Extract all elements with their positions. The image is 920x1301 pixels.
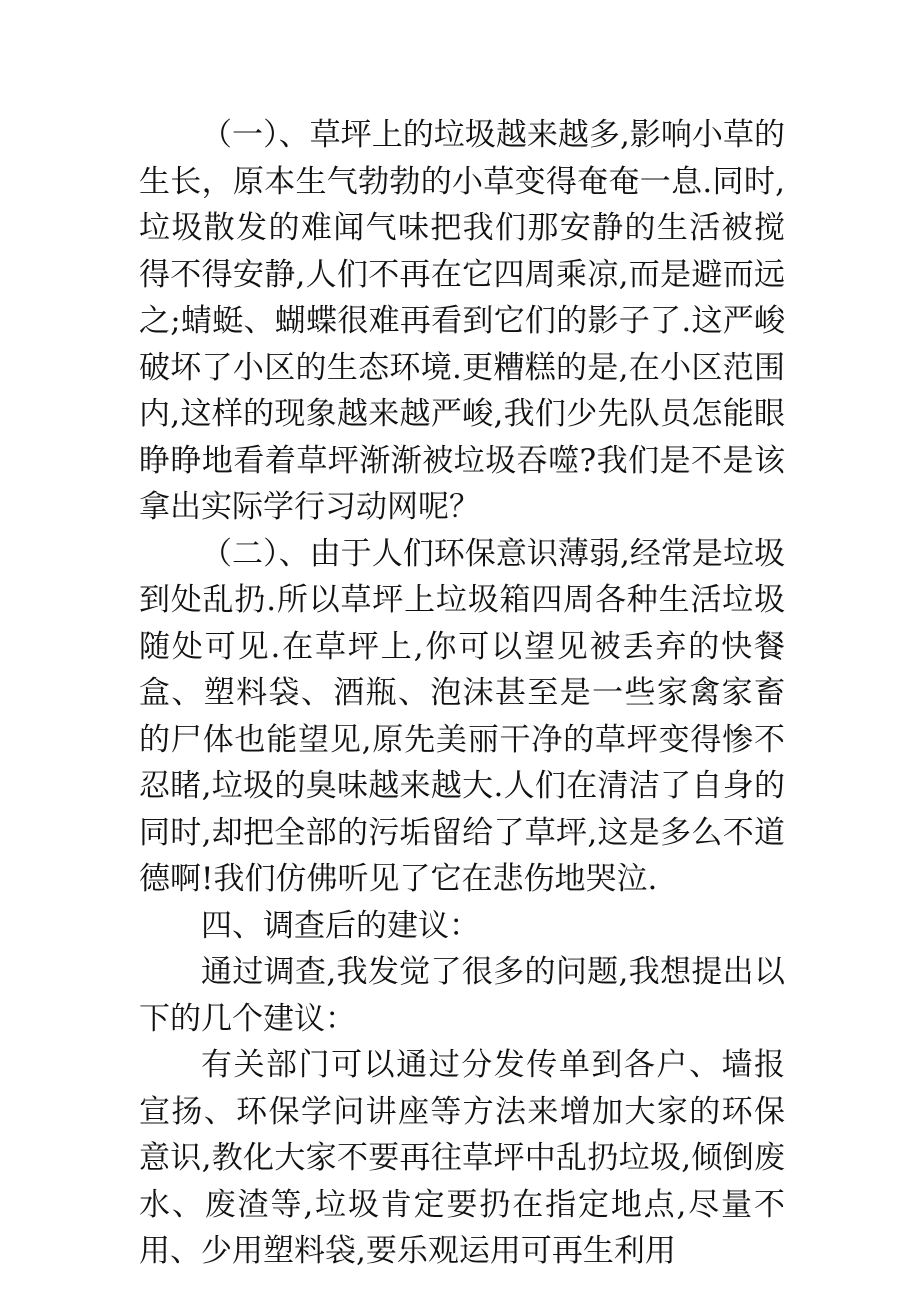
document-page: [139, 112, 785, 1275]
paragraph-suggestion-measures: 有关部门可以通过分发传单到各户、墙报宣扬、环保学问讲座等方法来增加大家的环保意识,教化大家不要再往草坪中乱扔垃圾,倾倒废水、废渣等,垃圾肯定要扔在指定地点,尽量不用、少用塑料袋,要乐观运用可再生利用: [139, 1047, 785, 1269]
paragraph-lawn-garbage: （一）、草坪上的垃圾越来越多,影响小草的生长，原本生气勃勃的小草变得奄奄一息.同时,垃圾散发的难闻气味把我们那安静的生活被搅得不得安静,人们不再在它四周乘凉,而是避而远之;蜻蜓、蝴蝶很难再看到它们的影子了.这严峻破坏了小区的生态环境.更糟糕的是,在小区范围内,这样的现象越来越严峻,我们少先队员怎能眼睁睁地看着草坪渐渐被垃圾吞噬?我们是不是该拿出实际学行习动网呢？: [139, 117, 785, 525]
section-heading-suggestions: 四、调查后的建议：: [201, 907, 480, 944]
paragraph-environmental-awareness: （二）、由于人们环保意识薄弱,经常是垃圾到处乱扔.所以草坪上垃圾箱四周各种生活垃圾随处可见.在草坪上,你可以望见被丢弃的快餐盒、塑料袋、酒瓶、泡沫甚至是一些家禽家畜的尸体也能望见,原先美丽干净的草坪变得惨不忍睹,垃圾的臭味越来越大.人们在清洁了自身的同时,却把全部的污垢留给了草坪,这是多么不道德啊!我们仿佛听见了它在悲伤地哭泣.: [139, 535, 785, 897]
paragraph-suggestions-intro: 通过调查,我发觉了很多的问题,我想提出以下的几个建议：: [139, 954, 785, 1037]
